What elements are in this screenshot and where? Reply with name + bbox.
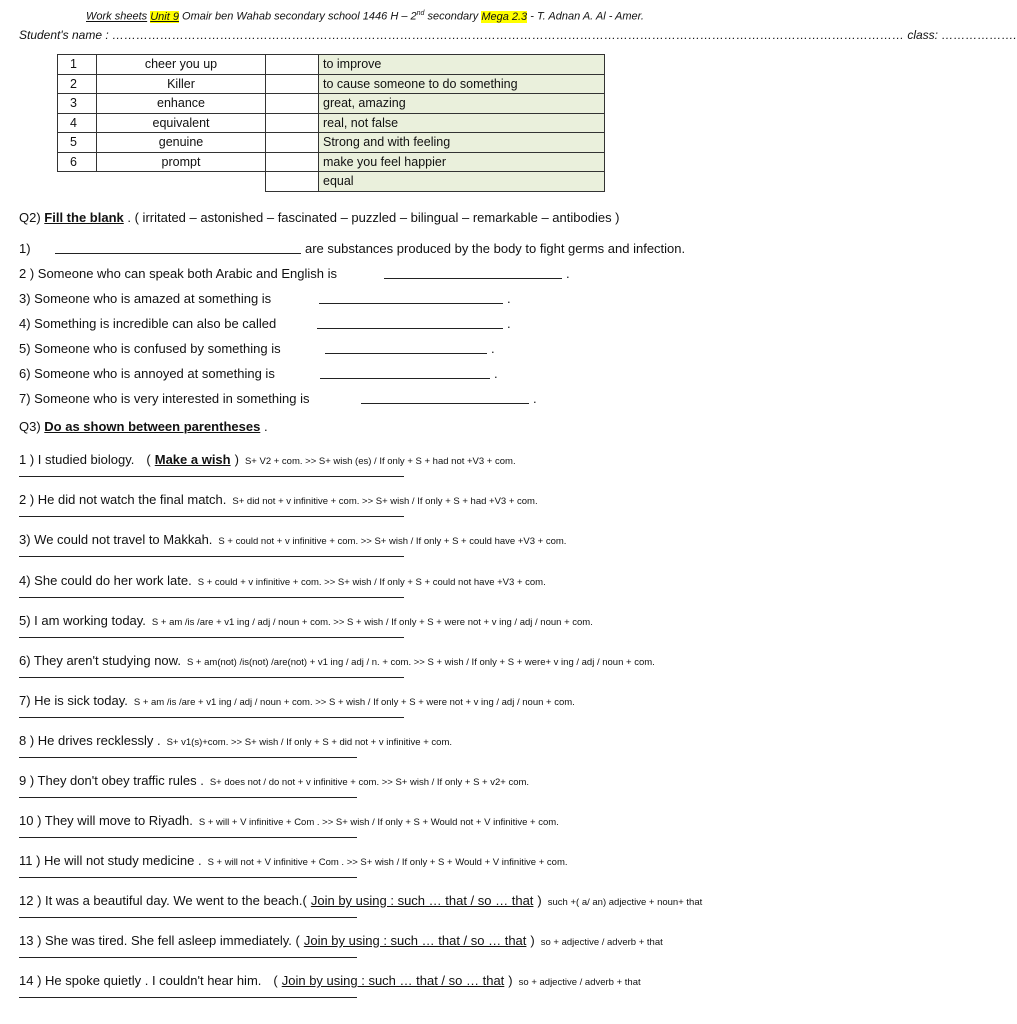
answer-line[interactable] xyxy=(19,717,404,718)
answer-line[interactable] xyxy=(19,637,404,638)
q3-heading xyxy=(19,419,268,434)
fill-blank-question: 6) Someone who is annoyed at something is xyxy=(19,366,275,381)
fill-blank-end: . xyxy=(507,291,511,306)
fill-blank-item xyxy=(19,341,495,356)
instruction: Join by using : such … that / so … that xyxy=(310,893,534,908)
grammar-rule: so + adjective / adverb + that xyxy=(518,977,641,988)
transform-sentence: 9 ) They don't obey traffic rules . xyxy=(19,773,204,788)
header-grade: secondary xyxy=(427,10,479,23)
matching-row xyxy=(58,113,605,133)
fill-blank-end: . xyxy=(566,266,570,281)
open-parenthesis: ( xyxy=(273,973,278,988)
grammar-rule: S+ does not / do not + v infinitive + com. >> S+ wish / If only + S + v2+ com. xyxy=(209,777,530,788)
q2-title: Fill the blank xyxy=(44,210,124,225)
matching-word: genuine xyxy=(97,133,266,153)
matching-row xyxy=(58,74,605,94)
matching-word xyxy=(97,172,266,192)
header-prefix: Work sheets xyxy=(86,10,148,23)
answer-line[interactable] xyxy=(19,837,357,838)
matching-row xyxy=(58,152,605,172)
matching-table xyxy=(57,54,605,192)
matching-definition: equal xyxy=(319,172,605,192)
grammar-rule: such +( a/ an) adjective + noun+ that xyxy=(547,897,703,908)
matching-definition: real, not false xyxy=(319,113,605,133)
transform-sentence: 11 ) He will not study medicine . xyxy=(19,853,202,868)
fill-blank-question: 2 ) Someone who can speak both Arabic and English is xyxy=(19,266,337,281)
matching-answer-blank[interactable] xyxy=(266,94,319,114)
fill-blank-question: 3) Someone who is amazed at something is xyxy=(19,291,272,306)
matching-number: 2 xyxy=(58,74,97,94)
transform-item xyxy=(19,973,641,988)
q2-words: . ( irritated – astonished – fascinated – puzzled – bilingual – remarkable – antibodies ) xyxy=(127,210,620,225)
transform-item xyxy=(19,452,516,467)
answer-line[interactable] xyxy=(19,516,404,517)
transform-item xyxy=(19,933,663,948)
matching-answer-blank[interactable] xyxy=(266,133,319,153)
header-book: Mega 2.3 xyxy=(481,10,528,23)
open-parenthesis: ( xyxy=(146,452,151,467)
close-parenthesis: ) xyxy=(234,452,239,467)
grammar-rule: S + am /is /are + v1 ing / adj / noun + com. >> S + wish / If only + S + were not + v ing / adj / noun + com. xyxy=(133,697,575,708)
instruction: Make a wish xyxy=(154,452,231,467)
grammar-rule: so + adjective / adverb + that xyxy=(540,937,663,948)
q3-tail: . xyxy=(263,419,268,434)
fill-blank-item xyxy=(19,241,686,256)
matching-answer-blank[interactable] xyxy=(266,74,319,94)
q2-label: Q2) xyxy=(19,210,41,225)
q3-title: Do as shown between parentheses xyxy=(44,419,261,434)
answer-line[interactable] xyxy=(19,597,404,598)
grammar-rule: S+ did not + v infinitive + com. >> S+ wish / If only + S + had +V3 + com. xyxy=(232,496,538,507)
fill-blank-end: . xyxy=(507,316,511,331)
fill-blank-end: . xyxy=(533,391,537,406)
answer-line[interactable] xyxy=(19,957,357,958)
fill-blank-end: are substances produced by the body to fight germs and infection. xyxy=(305,241,686,256)
answer-line[interactable] xyxy=(19,556,404,557)
header-unit: Unit 9 xyxy=(150,10,179,23)
fill-blank-end: . xyxy=(491,341,495,356)
transform-item xyxy=(19,653,655,668)
transform-sentence: 2 ) He did not watch the final match. xyxy=(19,492,227,507)
close-parenthesis: ) xyxy=(530,933,535,948)
transform-item xyxy=(19,813,559,828)
matching-definition: make you feel happier xyxy=(319,152,605,172)
matching-row xyxy=(58,172,605,192)
grammar-rule: S + could + v infinitive + com. >> S+ wish / If only + S + could not have +V3 + com. xyxy=(197,577,546,588)
matching-number: 4 xyxy=(58,113,97,133)
fill-blank-question: 7) Someone who is very interested in something is xyxy=(19,391,310,406)
header-sup: nd xyxy=(416,10,425,17)
transform-item xyxy=(19,492,538,507)
matching-definition: to improve xyxy=(319,55,605,75)
matching-word: equivalent xyxy=(97,113,266,133)
answer-line[interactable] xyxy=(19,877,357,878)
answer-blank[interactable] xyxy=(319,291,503,304)
fill-blank-item xyxy=(19,316,511,331)
header-teacher: - T. Adnan A. Al - Amer. xyxy=(530,10,644,23)
grammar-rule: S+ v1(s)+com. >> S+ wish / If only + S + did not + v infinitive + com. xyxy=(166,737,452,748)
close-parenthesis: ) xyxy=(537,893,542,908)
instruction: Join by using : such … that / so … that xyxy=(303,933,527,948)
student-name-line: Student's name : ……………………………………………………………………………………………………………………………………………………………………………… class: ………………. xyxy=(19,28,1017,42)
transform-item xyxy=(19,573,546,588)
fill-blank-end: . xyxy=(494,366,498,381)
fill-blank-item xyxy=(19,366,498,381)
transform-sentence: 14 ) He spoke quietly . I couldn't hear him. xyxy=(19,973,262,988)
q3-label: Q3) xyxy=(19,419,41,434)
matching-definition: great, amazing xyxy=(319,94,605,114)
transform-item xyxy=(19,733,452,748)
grammar-rule: S+ V2 + com. >> S+ wish (es) / If only + S + had not +V3 + com. xyxy=(244,456,516,467)
matching-answer-blank[interactable] xyxy=(266,55,319,75)
matching-row xyxy=(58,94,605,114)
answer-blank[interactable] xyxy=(384,266,562,279)
transform-item xyxy=(19,893,702,908)
grammar-rule: S + will not + V infinitive + Com . >> S+ wish / If only + S + Would + V infinitive + com. xyxy=(207,857,568,868)
transform-item xyxy=(19,853,568,868)
answer-blank[interactable] xyxy=(320,366,490,379)
answer-blank[interactable] xyxy=(325,341,487,354)
matching-number: 6 xyxy=(58,152,97,172)
matching-definition: Strong and with feeling xyxy=(319,133,605,153)
matching-word: enhance xyxy=(97,94,266,114)
transform-item xyxy=(19,693,575,708)
grammar-rule: S + could not + v infinitive + com. >> S+ wish / If only + S + could have +V3 + com. xyxy=(218,536,567,547)
answer-line[interactable] xyxy=(19,797,357,798)
answer-line[interactable] xyxy=(19,476,404,477)
fill-blank-item xyxy=(19,391,537,406)
matching-definition: to cause someone to do something xyxy=(319,74,605,94)
grammar-rule: S + am /is /are + v1 ing / adj / noun + com. >> S + wish / If only + S + were not + v ing / adj / noun + com. xyxy=(151,617,593,628)
close-parenthesis: ) xyxy=(508,973,513,988)
transform-item xyxy=(19,613,593,628)
matching-answer-blank[interactable] xyxy=(266,113,319,133)
answer-blank[interactable] xyxy=(55,241,301,254)
transform-sentence: 3) We could not travel to Makkah. xyxy=(19,532,213,547)
fill-blank-question: 5) Someone who is confused by something is xyxy=(19,341,281,356)
grammar-rule: S + will + V infinitive + Com . >> S+ wish / If only + S + Would not + V infinitive + com. xyxy=(198,817,559,828)
matching-word: cheer you up xyxy=(97,55,266,75)
answer-line[interactable] xyxy=(19,917,357,918)
answer-line[interactable] xyxy=(19,757,357,758)
matching-answer-blank[interactable] xyxy=(266,152,319,172)
transform-sentence: 4) She could do her work late. xyxy=(19,573,192,588)
instruction: Join by using : such … that / so … that xyxy=(281,973,505,988)
q2-heading xyxy=(19,210,620,225)
matching-word: prompt xyxy=(97,152,266,172)
fill-blank-question: 4) Something is incredible can also be called xyxy=(19,316,277,331)
header-school: Omair ben Wahab secondary school 1446 H – 2 xyxy=(182,10,417,23)
answer-line[interactable] xyxy=(19,997,357,998)
transform-sentence: 7) He is sick today. xyxy=(19,693,128,708)
matching-word: Killer xyxy=(97,74,266,94)
matching-row xyxy=(58,55,605,75)
matching-number: 3 xyxy=(58,94,97,114)
transform-sentence: 8 ) He drives recklessly . xyxy=(19,733,161,748)
matching-number xyxy=(58,172,97,192)
transform-item xyxy=(19,773,529,788)
transform-sentence: 6) They aren't studying now. xyxy=(19,653,181,668)
transform-sentence: 5) I am working today. xyxy=(19,613,146,628)
fill-blank-item xyxy=(19,291,511,306)
answer-blank[interactable] xyxy=(317,316,503,329)
answer-line[interactable] xyxy=(19,677,404,678)
transform-sentence: 13 ) She was tired. She fell asleep immediately. ( xyxy=(19,933,300,948)
fill-blank-question: 1) xyxy=(19,241,31,256)
transform-sentence: 1 ) I studied biology. xyxy=(19,452,135,467)
transform-sentence: 12 ) It was a beautiful day. We went to the beach.( xyxy=(19,893,307,908)
transform-item xyxy=(19,532,566,547)
matching-number: 1 xyxy=(58,55,97,75)
matching-number: 5 xyxy=(58,133,97,153)
answer-blank[interactable] xyxy=(361,391,529,404)
matching-answer-blank[interactable] xyxy=(266,172,319,192)
worksheet-header xyxy=(86,10,644,23)
matching-row xyxy=(58,133,605,153)
grammar-rule: S + am(not) /is(not) /are(not) + v1 ing / adj / n. + com. >> S + wish / If only + S + were+ v ing / adj / noun + com. xyxy=(186,657,655,668)
transform-sentence: 10 ) They will move to Riyadh. xyxy=(19,813,193,828)
fill-blank-item xyxy=(19,266,570,281)
